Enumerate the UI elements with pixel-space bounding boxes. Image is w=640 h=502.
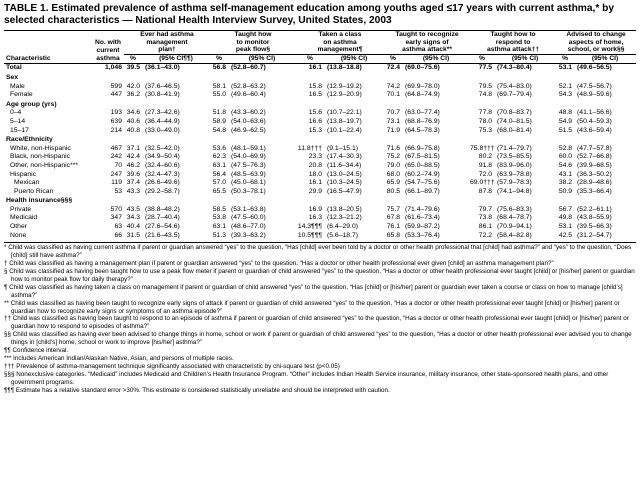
section-label: Sex (6, 73, 19, 81)
table-row (4, 162, 636, 171)
ci-cell: (69.0–75.6) (405, 64, 440, 72)
footnote: § Child was classified as having been taught how to use a peak flow meter if parent or guardian of child answered “yes” to the question, “Has a doctor or other health professional ever taught [child] or [his/her] parent or guardian how to monitor peak flow for daily therapy?” (4, 267, 635, 283)
table-row (4, 179, 636, 188)
percent-cell: 71.6 (386, 144, 401, 152)
percent-cell: 16.9 (308, 205, 322, 213)
percent-cell: 58.5 (212, 205, 226, 213)
percent-cell: 50.9 (558, 187, 573, 195)
row-label: Male (10, 82, 25, 90)
header-ci: (95% CI) (402, 54, 470, 64)
percent-cell: 40.4 (126, 223, 140, 231)
row-label: White, non-Hispanic (10, 144, 71, 152)
header-asthma: asthma (92, 54, 124, 64)
ci-cell: (13.0–24.5) (327, 170, 362, 178)
ci-cell: (31.2–54.7) (577, 231, 612, 239)
ci-cell: (65.0–88.5) (405, 161, 440, 169)
percent-cell: 75.8††† (470, 144, 495, 152)
ci-cell: (27.3–42.6) (145, 109, 180, 117)
percent-cell: 51.8 (212, 109, 226, 117)
ci-cell: (36.1–43.0) (145, 64, 180, 72)
row-label: 0–4 (10, 109, 22, 117)
count-cell: 193 (110, 109, 122, 117)
percent-cell: 60.0 (558, 153, 573, 161)
ci-cell: (36.3–50.2) (577, 170, 612, 178)
header-ci: (95% CI) (494, 54, 556, 64)
percent-cell: 69.0††† (470, 179, 495, 187)
header-respond: Taught how to respond to asthma attack†† (470, 31, 556, 55)
ci-cell: (41.1–56.6) (577, 109, 612, 117)
ci-cell: (12.3–21.2) (327, 214, 362, 222)
percent-cell: 52.8 (558, 144, 573, 152)
percent-cell: 56.4 (212, 170, 226, 178)
footnote: ** Child was classified as having been taught to recognize early signs of attack if parent or guardian of child answered “yes” to the question, “Has a doctor or other health professional ever taught [child] or [his/her] parent or guardian how to recognize early signs or symptoms of an asthma episode?” (4, 299, 620, 315)
percent-cell: 51.3 (212, 231, 226, 239)
ci-cell: (59.9–87.2) (405, 223, 440, 231)
percent-cell: 16.1 (308, 179, 322, 187)
header-ci: (95% CI) (228, 54, 296, 64)
ci-cell: (47.5–60.0) (231, 214, 266, 222)
percent-cell: 53.1 (558, 223, 573, 231)
ci-cell: (69.7–79.4) (497, 91, 532, 99)
percent-cell: 71.9 (386, 126, 401, 134)
header-pct: % (470, 54, 494, 64)
table-row (4, 145, 636, 154)
percent-cell: 43.3 (126, 187, 140, 195)
section-header-row (4, 196, 636, 206)
table-row (4, 91, 636, 100)
footnote: §§§ Nonexclusive categories. “Medicaid” includes Medicaid and Children’s Health Insurance Program. “Other” includes Indian Health Service insurance, military insurance, other state-sponsored health plans, and other government programs. (4, 370, 609, 386)
section-header-row (4, 73, 636, 83)
table-title: TABLE 1. Estimated prevalence of asthma self-management education among youths aged ≤17 years with current asthma,* by selected characteristics — National Health Interview Survey, United States, 2003 (4, 3, 615, 26)
percent-cell: 49.8 (558, 214, 573, 222)
percent-cell: 37.1 (126, 144, 140, 152)
ci-cell: (35.3–66.4) (577, 187, 612, 195)
table-body (4, 64, 636, 240)
ci-cell: (75.4–83.0) (497, 82, 532, 90)
percent-cell: 43.1 (558, 170, 573, 178)
footnote: ¶¶¶ Estimate has a relative standard error >30%. This estimate is considered statistically unreliable and should be interpreted with caution. (4, 386, 390, 394)
percent-cell: 72.0 (478, 170, 493, 178)
percent-cell: 39.6 (126, 170, 140, 178)
ci-cell: (74.1–94.8) (497, 187, 532, 195)
ci-cell: (68.0–81.4) (497, 126, 532, 134)
percent-cell: 63.1 (212, 161, 226, 169)
ci-cell: (36.4–44.9) (145, 117, 180, 125)
percent-cell: 42.5 (558, 231, 573, 239)
percent-cell: 54.9 (558, 117, 573, 125)
count-cell: 119 (111, 179, 122, 187)
ci-cell: (74.0–81.5) (497, 117, 532, 125)
count-cell: 63 (114, 223, 122, 231)
percent-cell: 63.1 (212, 223, 226, 231)
count-cell: 639 (110, 117, 122, 125)
percent-cell: 62.3 (212, 153, 226, 161)
ci-cell: (32.4–47.3) (145, 170, 180, 178)
header-ci: (95% CI¶¶) (142, 54, 210, 64)
header-peak-flow: Taught how to monitor peak flow§ (210, 31, 296, 55)
ci-cell: (48.5–63.9) (231, 170, 266, 178)
ci-cell: (10.3–24.5) (327, 179, 362, 187)
row-label: 5–14 (10, 117, 26, 125)
section-header-row (4, 100, 636, 110)
ci-cell: (54.0–63.6) (231, 117, 266, 125)
percent-cell: 39.5 (126, 64, 140, 72)
header-pct: % (384, 54, 402, 64)
header-pct: % (124, 54, 142, 64)
ci-cell: (50.3–78.1) (231, 187, 266, 195)
ci-cell: (52.2–61.1) (577, 205, 612, 213)
ci-cell: (39.5–66.3) (577, 223, 612, 231)
percent-cell: 76.1 (386, 223, 401, 231)
ci-cell: (13.8–20.5) (327, 205, 362, 213)
row-label: Mexican (14, 179, 40, 187)
percent-cell: 16.1 (308, 64, 322, 72)
ci-cell: (66.1–89.7) (405, 187, 440, 195)
ci-cell: (6.4–29.0) (327, 223, 358, 231)
table-row (4, 83, 636, 92)
header-advised-change: Advised to change aspects of home, school, or work§§ (556, 31, 636, 55)
row-label: Black, non-Hispanic (10, 153, 71, 161)
ci-cell: (45.0–68.1) (231, 179, 266, 187)
row-label: Private (10, 205, 32, 213)
section-label: Health insurance§§§ (6, 197, 73, 205)
count-cell: 247 (110, 170, 122, 178)
percent-cell: 67.8 (386, 214, 401, 222)
count-cell: 447 (110, 91, 122, 99)
ci-cell: (54.7–75.6) (405, 179, 440, 187)
ci-cell: (47.7–57.8) (577, 144, 612, 152)
footnote: ††† Prevalence of asthma-management technique significantly associated with characteristic by chi-square test (p<0.05) (4, 362, 340, 370)
footnote: †† Child was classified as having been taught to respond to an episode of asthma if parent or guardian of child answered “yes” to the question, “Has a doctor or other health professional ever taught [child] or [his/her] parent or guardian how to respond to episodes of asthma?” (4, 315, 629, 331)
ci-cell: (71.4–79.6) (405, 205, 440, 213)
percent-cell: 16.5 (308, 91, 322, 99)
count-cell: 347 (110, 214, 122, 222)
ci-cell: (5.6–18.7) (327, 231, 358, 239)
percent-cell: 40.8 (126, 126, 140, 134)
percent-cell: 72.2 (478, 231, 493, 239)
table-row (4, 206, 636, 215)
ci-cell: (66.9–75.8) (405, 144, 440, 152)
table-row (4, 153, 636, 162)
asthma-table (4, 30, 636, 240)
ci-cell: (43.3–60.2) (231, 109, 266, 117)
percent-cell: 75.2 (386, 153, 401, 161)
header-pct: % (296, 54, 324, 64)
ci-cell: (43.6–59.4) (577, 126, 612, 134)
row-label: Other, non-Hispanic*** (10, 161, 79, 169)
count-cell: 53 (114, 187, 122, 195)
header-characteristic: Characteristic (4, 54, 92, 64)
percent-cell: 15.6 (308, 109, 322, 117)
header-ci: (95% CI) (324, 54, 384, 64)
percent-cell: 42.4 (126, 153, 140, 161)
ci-cell: (57.9–78.3) (497, 179, 532, 187)
ci-cell: (13.8–19.7) (327, 117, 362, 125)
ci-cell: (83.9–96.0) (497, 161, 532, 169)
footnote: ¶ Child was classified as having taken a class on management if parent or guardian of child answered “yes” to the question, “Has [child] or [his/her] parent or guardian ever taken a course or class on how to manage [child’s] asthma?” (4, 283, 623, 299)
ci-cell: (28.7–40.4) (145, 214, 180, 222)
ci-cell: (26.6–49.6) (145, 179, 180, 187)
ci-cell: (63.9–78.8) (497, 170, 532, 178)
count-cell: 1,046 (104, 64, 122, 72)
ci-cell: (37.6–46.5) (145, 82, 180, 90)
percent-cell: 80.5 (386, 187, 401, 195)
table-row (4, 232, 636, 241)
row-label: 15–17 (10, 126, 29, 134)
ci-cell: (12.9–19.2) (327, 82, 362, 90)
header-current-asthma: No. with current (94, 39, 121, 54)
section-label: Age group (yrs) (6, 100, 57, 108)
row-label: Hispanic (10, 170, 37, 178)
header-row-groups (4, 31, 636, 55)
ci-cell: (53.3–76.4) (405, 231, 440, 239)
ci-cell: (64.8–74.9) (405, 91, 440, 99)
percent-cell: 54.3 (558, 91, 573, 99)
percent-cell: 53.1 (558, 64, 573, 72)
percent-cell: 57.0 (212, 179, 226, 187)
ci-cell: (61.6–73.4) (405, 214, 440, 222)
percent-cell: 51.5 (558, 126, 573, 134)
table-row (4, 109, 636, 118)
ci-cell: (43.8–55.9) (577, 214, 612, 222)
percent-cell: 54.6 (558, 161, 573, 169)
percent-cell: 11.8††† (297, 144, 322, 152)
table-row (4, 188, 636, 197)
percent-cell: 20.8 (308, 161, 322, 169)
ci-cell: (48.9–59.6) (577, 91, 612, 99)
ci-cell: (58.4–82.8) (497, 231, 532, 239)
percent-cell: 52.1 (558, 82, 573, 90)
percent-cell: 10.5¶¶¶ (297, 231, 322, 239)
table-row (4, 214, 636, 223)
percent-cell: 79.5 (478, 82, 493, 90)
table-row (4, 118, 636, 127)
row-label: Total (6, 64, 22, 72)
total-row (4, 64, 636, 73)
percent-cell: 74.8 (478, 91, 493, 99)
header-pct: % (556, 54, 574, 64)
percent-cell: 14.3¶¶¶ (297, 223, 322, 231)
percent-cell: 23.3 (308, 153, 322, 161)
count-cell: 66 (114, 231, 122, 239)
percent-cell: 78.0 (478, 117, 493, 125)
ci-cell: (46.9–62.5) (231, 126, 266, 134)
percent-cell: 58.1 (212, 82, 226, 90)
ci-cell: (63.0–77.4) (405, 109, 440, 117)
percent-cell: 70.7 (386, 109, 401, 117)
percent-cell: 29.9 (308, 187, 322, 195)
percent-cell: 53.8 (212, 214, 226, 222)
percent-cell: 65.9 (386, 179, 401, 187)
table-row (4, 223, 636, 232)
ci-cell: (52.7–66.8) (577, 153, 612, 161)
percent-cell: 18.0 (308, 170, 322, 178)
row-label: Puerto Rican (14, 187, 54, 195)
ci-cell: (39.9–68.5) (577, 161, 612, 169)
percent-cell: 31.5 (126, 231, 140, 239)
percent-cell: 58.9 (212, 117, 226, 125)
percent-cell: 56.7 (558, 205, 573, 213)
ci-cell: (27.6–54.6) (145, 223, 180, 231)
percent-cell: 77.5 (478, 64, 493, 72)
percent-cell: 54.8 (212, 126, 226, 134)
percent-cell: 36.2 (126, 91, 140, 99)
percent-cell: 40.6 (126, 117, 140, 125)
ci-cell: (29.2–58.7) (145, 187, 180, 195)
count-cell: 214 (110, 126, 122, 134)
footnote: §§ Child was classified as having ever been advised to change things in home, school or work if parent or guardian of child answered “yes” to the question, “Has a doctor or other health professional ever advised you to change things in [child’s] home, school or work to improve [his/her] asthma?” (4, 331, 632, 347)
ci-cell: (70.8–83.7) (497, 109, 532, 117)
row-label: Other (10, 223, 27, 231)
footnote: * Child was classified as having current asthma if parent or guardian answered “yes” to the question, “Has [child] ever been told by a doctor or other health professional that [child] had asthma?” and “yes” to the question, “Does [child] still have asthma?” (4, 244, 632, 260)
percent-cell: 87.8 (478, 187, 493, 195)
percent-cell: 86.1 (478, 223, 493, 231)
ci-cell: (74.3–80.4) (497, 64, 532, 72)
ci-cell: (47.5–56.7) (577, 82, 612, 90)
count-cell: 467 (110, 144, 122, 152)
percent-cell: 38.2 (558, 179, 573, 187)
ci-cell: (48.6–77.0) (231, 223, 266, 231)
ci-cell: (49.6–60.4) (231, 91, 266, 99)
ci-cell: (52.8–60.7) (231, 64, 266, 72)
row-label: None (10, 231, 27, 239)
ci-cell: (34.9–50.4) (145, 153, 180, 161)
ci-cell: (60.2–74.9) (405, 170, 440, 178)
percent-cell: 73.1 (386, 117, 401, 125)
ci-cell: (39.3–63.2) (231, 231, 266, 239)
ci-cell: (38.8–48.2) (145, 205, 180, 213)
ci-cell: (50.4–59.3) (577, 117, 612, 125)
footnote: † Child was classified as having a management plan if parent or guardian answered “yes” to the question, “Has a doctor or other health professional ever given [child] an asthma management plan?” (4, 260, 554, 268)
ci-cell: (47.5–76.3) (231, 161, 266, 169)
percent-cell: 75.7 (386, 205, 401, 213)
table-row (4, 171, 636, 180)
percent-cell: 79.0 (386, 161, 401, 169)
percent-cell: 37.4 (126, 179, 140, 187)
header-ci: (95% CI) (574, 54, 636, 64)
percent-cell: 75.3 (478, 126, 493, 134)
ci-cell: (67.5–81.5) (405, 153, 440, 161)
ci-cell: (13.8–18.8) (327, 64, 362, 72)
ci-cell: (32.4–60.6) (145, 161, 180, 169)
footnote: ¶¶ Confidence interval. (4, 347, 69, 355)
percent-cell: 43.5 (126, 205, 140, 213)
ci-cell: (21.6–43.5) (145, 231, 180, 239)
ci-cell: (17.4–30.3) (327, 153, 362, 161)
count-cell: 570 (110, 205, 122, 213)
percent-cell: 74.2 (386, 82, 401, 90)
header-row-columns (4, 54, 636, 64)
header-management-plan: Ever had asthma management plan† (124, 31, 210, 55)
ci-cell: (30.8–41.9) (145, 91, 180, 99)
percent-cell: 15.8 (308, 82, 322, 90)
percent-cell: 16.3 (308, 214, 322, 222)
percent-cell: 73.8 (478, 214, 493, 222)
ci-cell: (53.1–63.8) (231, 205, 266, 213)
ci-cell: (49.6–56.5) (577, 64, 612, 72)
count-cell: 242 (110, 153, 122, 161)
percent-cell: 68.0 (386, 170, 401, 178)
percent-cell: 65.8 (386, 231, 401, 239)
ci-cell: (12.9–20.9) (327, 91, 362, 99)
row-label: Female (10, 91, 33, 99)
row-label: Medicaid (10, 214, 38, 222)
ci-cell: (54.0–69.9) (231, 153, 266, 161)
percent-cell: 15.3 (308, 126, 322, 134)
percent-cell: 46.2 (126, 161, 140, 169)
ci-cell: (32.5–42.0) (145, 144, 180, 152)
ci-cell: (68.4–78.7) (497, 214, 532, 222)
ci-cell: (11.6–34.4) (327, 161, 362, 169)
ci-cell: (48.1–59.1) (231, 144, 266, 152)
percent-cell: 34.6 (126, 109, 140, 117)
ci-cell: (73.5–85.5) (497, 153, 532, 161)
header-early-signs: Taught to recognize early signs of asthma attack** (384, 31, 470, 55)
ci-cell: (16.5–47.9) (327, 187, 362, 195)
percent-cell: 80.2 (478, 153, 493, 161)
percent-cell: 16.6 (308, 117, 322, 125)
percent-cell: 91.8 (478, 161, 493, 169)
ci-cell: (70.9–94.1) (497, 223, 532, 231)
percent-cell: 55.0 (212, 91, 226, 99)
percent-cell: 70.1 (386, 91, 401, 99)
header-class: Taken a class on asthma management¶ (296, 31, 384, 55)
footnote: *** Includes American Indian/Alaskan Native, Asian, and persons of multiple races. (4, 354, 234, 362)
footnotes (4, 242, 636, 394)
section-label: Race/Ethnicity (6, 136, 53, 144)
percent-cell: 56.8 (212, 64, 226, 72)
percent-cell: 65.5 (212, 187, 226, 195)
percent-cell: 72.4 (386, 64, 401, 72)
ci-cell: (64.5–78.3) (405, 126, 440, 134)
percent-cell: 34.3 (126, 214, 140, 222)
ci-cell: (71.4–79.7) (497, 144, 532, 152)
ci-cell: (9.1–15.1) (327, 144, 358, 152)
percent-cell: 79.7 (478, 205, 493, 213)
count-cell: 599 (110, 82, 122, 90)
section-header-row (4, 135, 636, 145)
percent-cell: 48.8 (558, 109, 573, 117)
ci-cell: (10.1–22.4) (327, 126, 362, 134)
ci-cell: (75.6–83.3) (497, 205, 532, 213)
ci-cell: (33.0–49.0) (145, 126, 180, 134)
percent-cell: 42.0 (126, 82, 140, 90)
percent-cell: 53.6 (212, 144, 226, 152)
count-cell: 70 (114, 161, 122, 169)
ci-cell: (52.8–63.2) (231, 82, 266, 90)
table-row (4, 127, 636, 136)
ci-cell: (68.8–76.9) (405, 117, 440, 125)
percent-cell: 77.8 (478, 109, 493, 117)
ci-cell: (69.9–78.0) (405, 82, 440, 90)
ci-cell: (28.9–48.6) (577, 179, 612, 187)
header-pct: % (210, 54, 228, 64)
ci-cell: (10.7–22.1) (327, 109, 362, 117)
